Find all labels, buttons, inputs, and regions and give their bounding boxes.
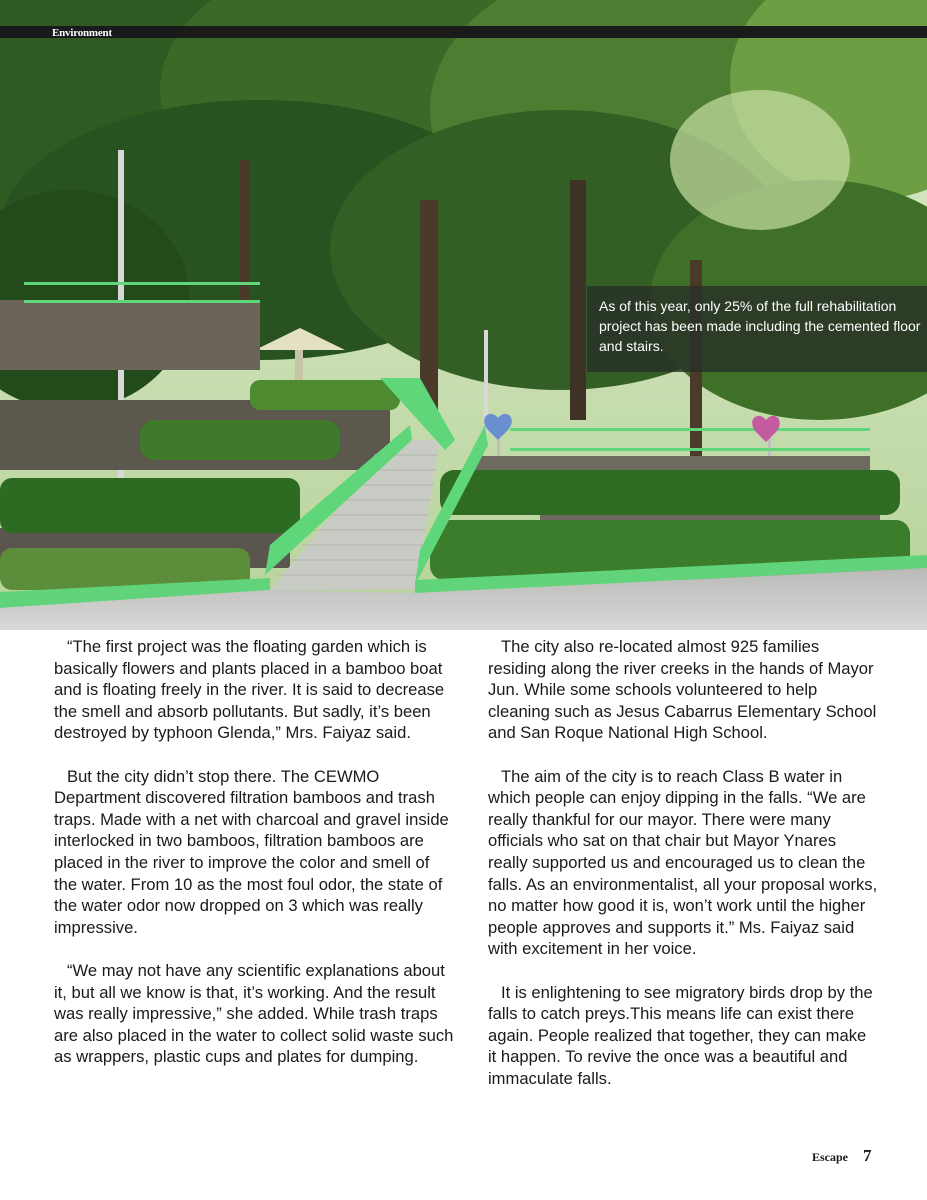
paragraph: The city also re-located almost 925 families residing along the river creeks in the hands of Mayor Jun. While some schools volunteered to help cleaning such as Jesus Cabarrus Elementary School and San Roque National High School. [488,637,877,743]
page-number: 7 [863,1146,872,1165]
paragraph: “The first project was the floating garden which is basically flowers and plants placed in a bamboo boat and is floating freely in the river. It is said to decrease the smell and absorb pollutants. But sadly, it’s been destroyed by typhoon Glenda,” Mrs. Faiyaz said. [54,637,445,743]
article-right-column [488,636,878,1111]
section-header-bar [0,26,927,38]
article-left-column [54,636,454,1089]
paragraph: It is enlightening to see migratory birds drop by the falls to catch preys.This means life can exist there again. People realized that together, they can make it happen. To revive the once was a beautiful and immaculate falls. [488,982,873,1088]
section-label: Environment [52,27,112,39]
photo-caption-box [587,286,927,372]
photo-caption: As of this year, only 25% of the full rehabilitation project has been made including the cemented floor and stairs. [599,298,921,354]
publication-name: Escape [812,1150,848,1164]
paragraph: “We may not have any scientific explanations about it, but all we know is that, it’s working. And the result was really impressive,” she added. While trash traps are also placed in the water to collect solid waste such as wrappers, plastic cups and plates for dumping. [54,960,454,1067]
paragraph: The aim of the city is to reach Class B water in which people can enjoy dipping in the falls. “We are really thankful for our mayor. There were many officials who sat on that chair but Mayor Ynares really supported us and encouraged us to clean the falls. As an environmentalist, all your proposal works, no matter how good it is, won’t work until the higher people approves and supports it.” Ms. Faiyaz said with excitement in her voice. [488,766,878,959]
paragraph: But the city didn’t stop there. The CEWMO Department discovered filtration bamboos and trash traps. Made with a net with charcoal and gravel inside interlocked in two bamboos, filtration bamboos are placed in the river to improve the color and smell of the water. From 10 as the most foul odor, the state of the water odor now dropped on 3 which was really impressive. [54,766,449,937]
